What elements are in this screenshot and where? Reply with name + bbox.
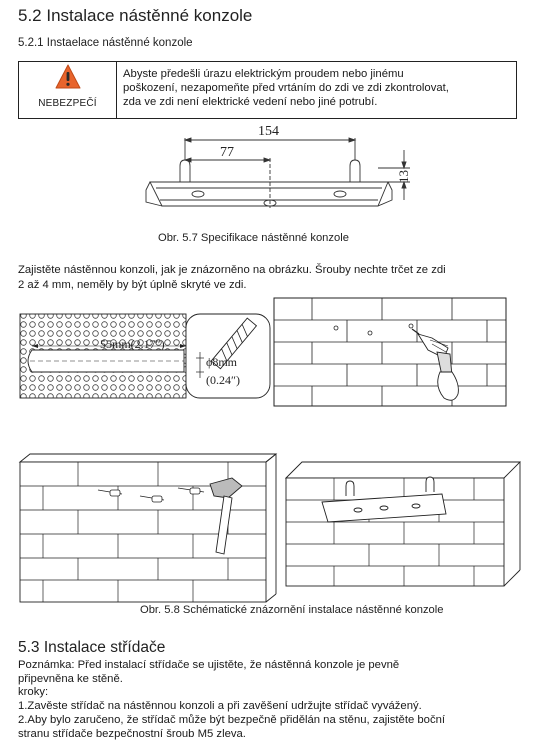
note-line: Poznámka: Před instalací střídače se ujistěte, že nástěnná konzole je pevně [18,659,400,671]
mounted-bracket-illustration [284,460,524,600]
note-line: stranu střídače bezpečnostní šroub M5 zleva. [18,727,246,740]
hole-depth-label: 55mm(2.17″) [100,337,165,351]
subsection-heading: 5.2.1 Instaelace nástěnné konzole [18,37,193,49]
figure-5-7-caption: Obr. 5.7 Specifikace nástěnné konzole [158,232,349,244]
instruction-line: 2 až 4 mm, neměly by být úplně skryté ve zdi. [18,278,247,291]
drill-hole-detail [10,302,272,404]
figure-5-8-caption: Obr. 5.8 Schématické znázornění instalace nástěnné konzole [140,604,444,616]
dim-total-label: 154 [258,124,279,139]
hole-diameter-label: ϕ8mm [206,355,237,369]
warning-line: poškození, nezapomeňte před vrtáním do zdi ve zdi zkontrolovat, [123,82,449,95]
note-line: kroky: [18,686,49,699]
dim-half-label: 77 [220,145,234,160]
instruction-paragraph [18,263,523,292]
instruction-line: Zajistěte nástěnnou konzoli, jak je znázorněno na obrázku. Šrouby nechte trčet ze zdi [18,264,446,276]
warning-icon-cell [19,62,117,118]
danger-warning-box [18,61,517,119]
section-heading: 5.2 Instalace nástěnné konzole [18,6,253,25]
note-line: připevněna ke stěně. [18,672,123,685]
installation-notes [18,659,528,741]
anchor-hammer-illustration [18,452,278,604]
warning-line: zda ve zdi není elektrické vedení nebo jiné potrubí. [123,96,378,109]
drill-wall-illustration [272,296,522,410]
warning-text [123,67,513,110]
dim-height-label: 13 [396,170,411,183]
bracket-spec-drawing [120,120,420,230]
danger-label: NEBEZPEČÍ [38,98,97,109]
section-5-3-heading: 5.3 Instalace střídače [18,639,166,656]
note-line: 2.Aby bylo zaručeno, že střídač může být bezpečně přidělán na stěnu, zajistěte boční [18,713,446,726]
hole-diameter-inch-label: (0.24″) [206,373,240,387]
warning-triangle-icon [55,64,81,90]
note-line: 1.Zavěste střídač na nástěnnou konzoli a při zavěšení udržujte střídač vyvážený. [18,700,422,713]
warning-line: Abyste předešli úrazu elektrickým proudem nebo jinému [123,68,404,80]
